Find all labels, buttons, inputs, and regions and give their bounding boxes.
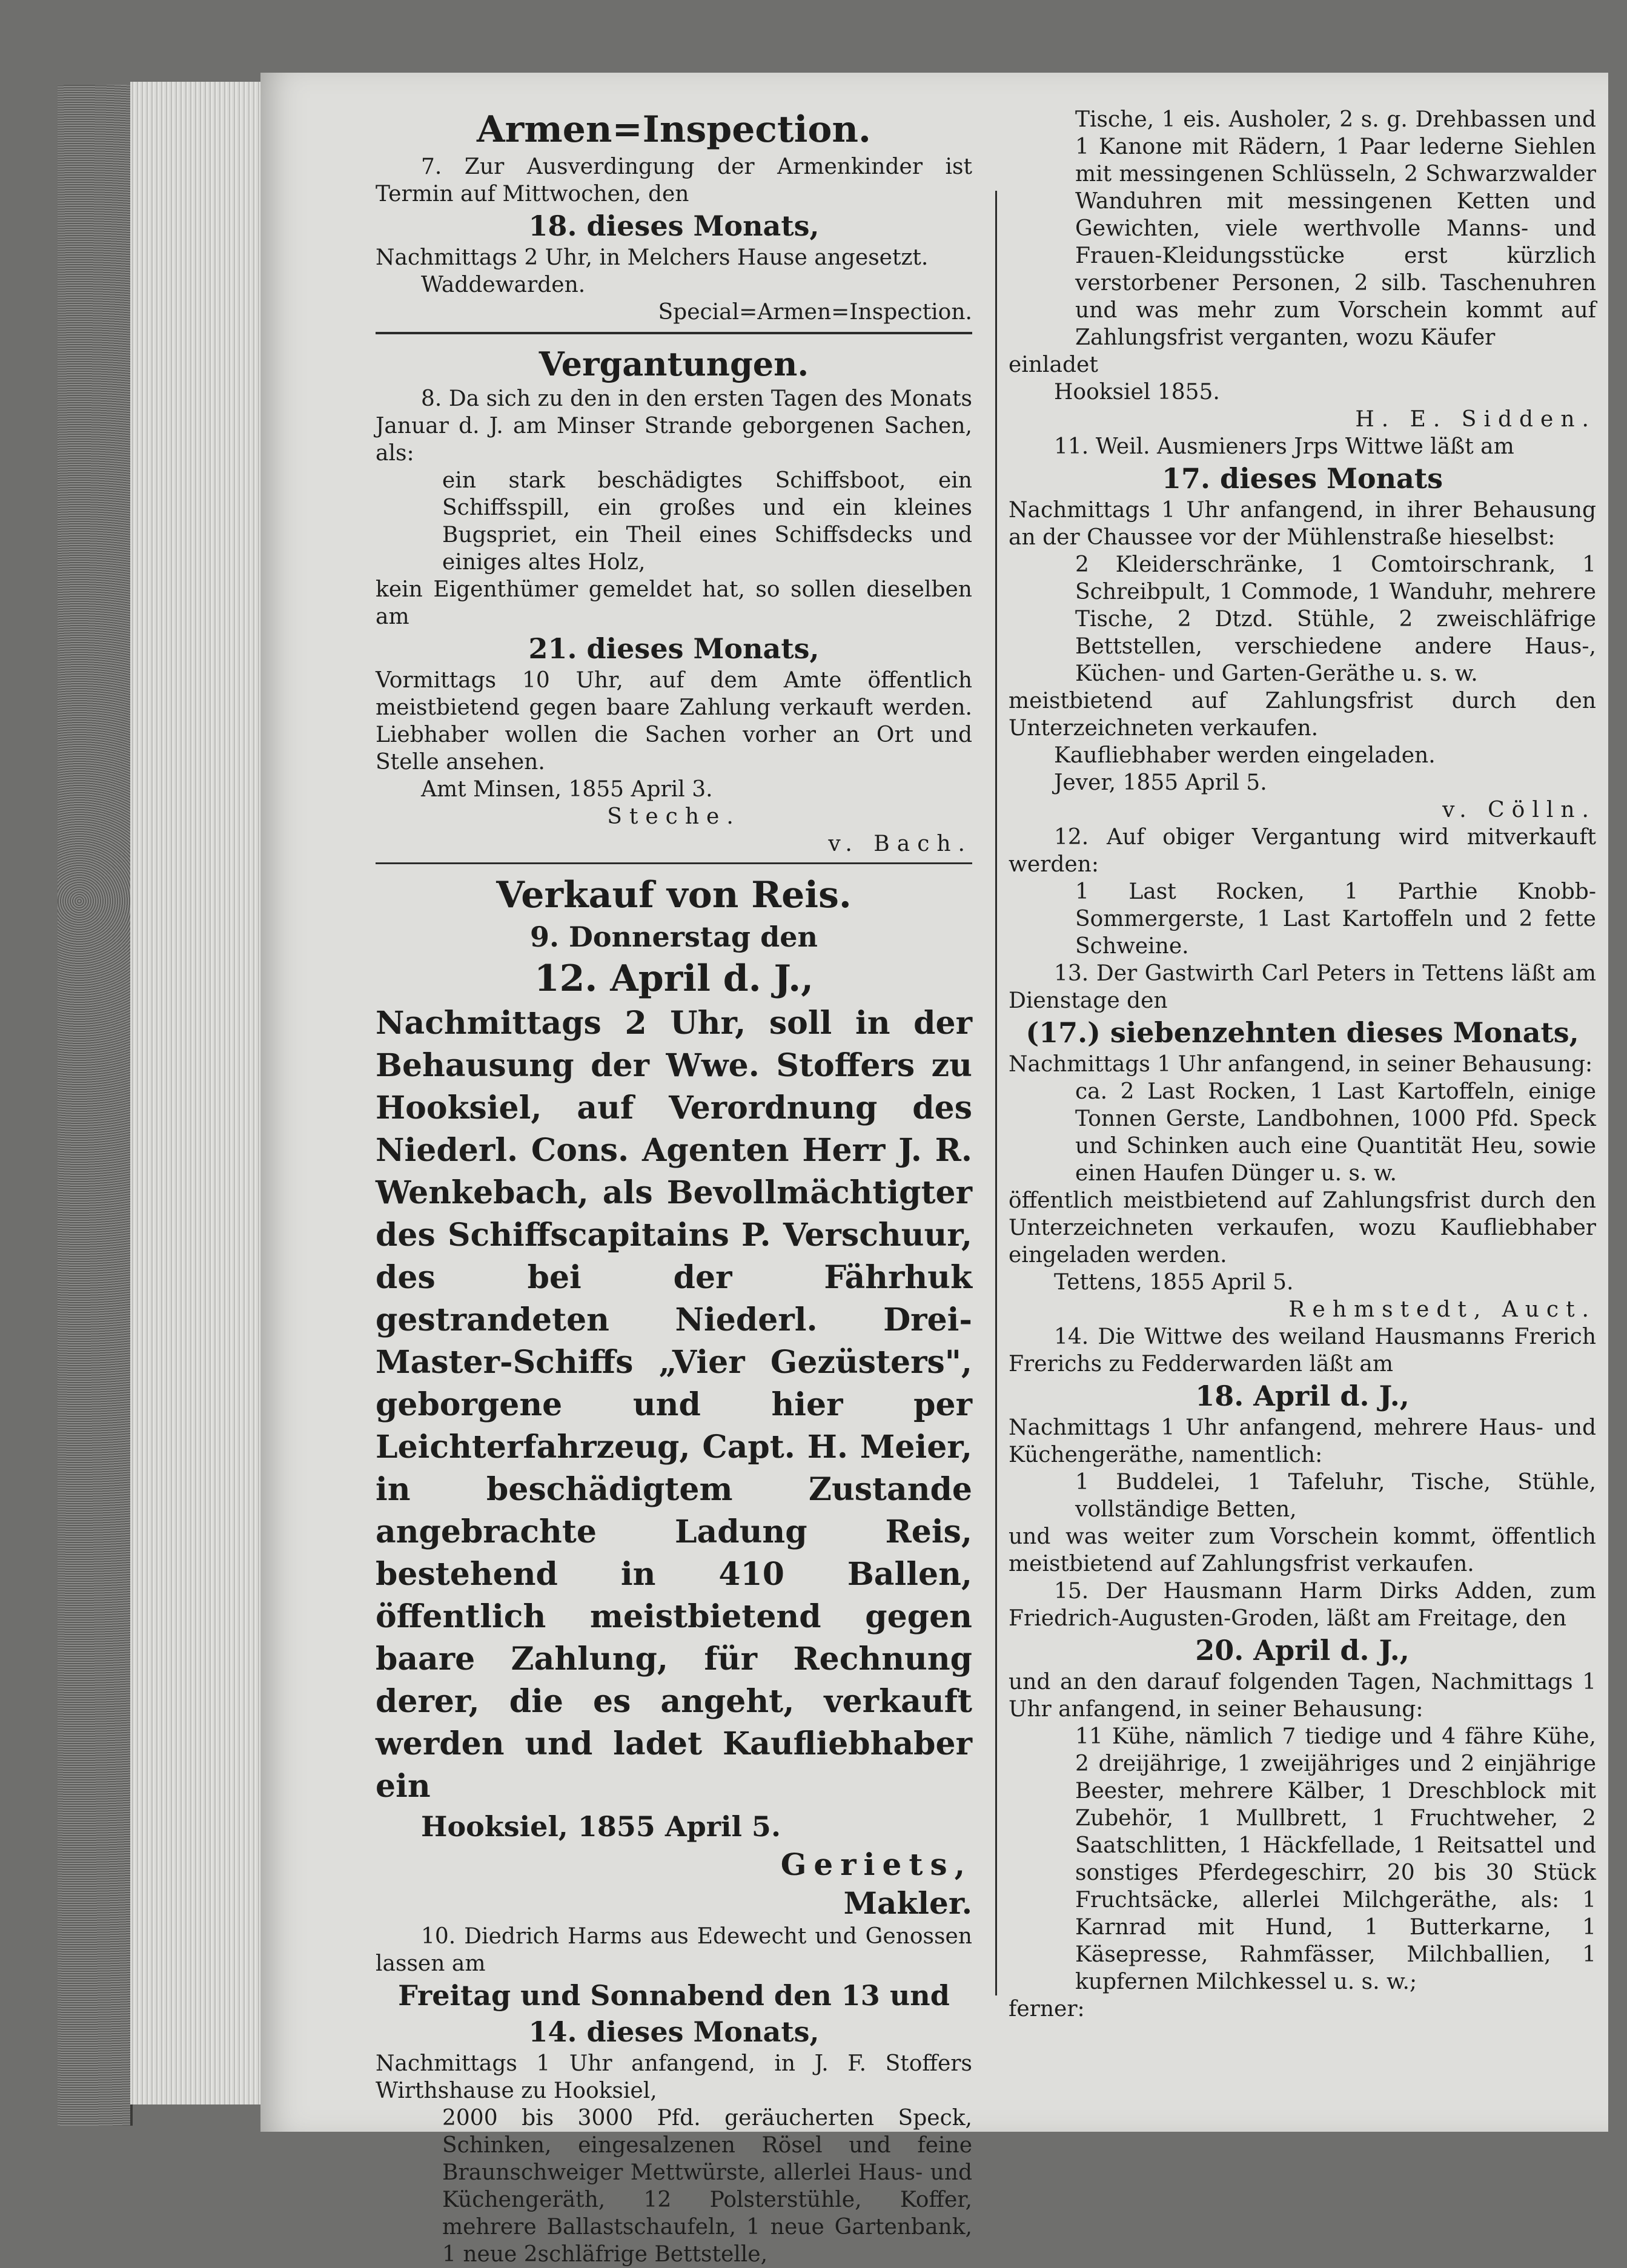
signature: H. E. Sidden. [1355, 407, 1596, 432]
section-title-vergantungen: Vergantungen. [538, 345, 809, 383]
section-title-verkauf: Verkauf von Reis. [496, 874, 852, 916]
left-column [376, 106, 972, 2268]
signature: Steche. [607, 804, 741, 829]
date-heading: 12. April d. J., [534, 957, 814, 1000]
signature: Rehmstedt, Auct. [1288, 1297, 1596, 1322]
item-list: Tische, 1 eis. Ausholer, 2 s. g. Drehbassen und 1 Kanone mit Rädern, 1 Paar lederne Siehlen mit messingenen Schlüsseln, 2 Schwarzwalder Wanduhren mit messingenen Ketten und Gewichten, viele werthvolle Manns- und Frauen-Kleidungsstücke erst kürzlich verstorbener Personen, 2 silb. Taschenuhren und was mehr zum Vorschein kommt auf Zahlungsfrist verganten, wozu Käufer [1075, 107, 1596, 350]
section-title-armen: Armen=Inspection. [477, 108, 871, 151]
item-list: ein stark beschädigtes Schiffsboot, ein Schiffsspill, ein großes und ein kleines Bugspriet, ein Theil eines Schiffsdecks und einiges altes Holz, [442, 468, 972, 575]
section-rule [376, 862, 972, 864]
signature: Geriets, [780, 1846, 972, 1882]
paragraph: 15. Der Hausmann Harm Dirks Adden, zum Friedrich-Augusten-Groden, läßt am Freitage, den [1009, 1579, 1596, 1631]
date-heading: Freitag und Sonnabend den 13 und [398, 1979, 950, 2012]
item-list: 1 Buddelei, 1 Tafeluhr, Tische, Stühle, vollständige Betten, [1075, 1470, 1596, 1522]
item-list: 2000 bis 3000 Pfd. geräucherten Speck, Schinken, eingesalzenen Rösel und feine Braunschweiger Mettwürste, allerlei Haus- und Küchengeräth, 12 Polsterstühle, Koffer, mehrere Ballastschaufeln, 1 neue Gartenbank, 1 neue 2schläfrige Bettstelle, [442, 2106, 972, 2267]
paragraph: Nachmittags 2 Uhr, in Melchers Hause angesetzt. [376, 245, 929, 270]
paragraph: 13. Der Gastwirth Carl Peters in Tettens läßt am Dienstage den [1009, 961, 1596, 1013]
signature: Special=Armen=Inspection. [658, 300, 972, 325]
paragraph: Vormittags 10 Uhr, auf dem Amte öffentlich meistbietend gegen baare Zahlung verkauft werden. Liebhaber wollen die Sachen vorher an Ort und Stelle ansehen. [376, 668, 972, 775]
place-line: Amt Minsen, 1855 April 3. [421, 777, 713, 802]
paragraph: 7. Zur Ausverdingung der Armenkinder ist Termin auf Mittwochen, den [376, 154, 972, 207]
item-list: 11 Kühe, nämlich 7 tiedige und 4 fähre Kühe, 2 dreijährige, 1 zweijähriges und 2 einjährige Beester, mehrere Kälber, 1 Dreschblock mit Zubehör, 1 Mullbrett, 1 Fruchtweher, 2 Saatschlitten, 1 Häckfellade, 1 Reitsattel und sonstiges Pferdegeschirr, 20 bis 30 Stück Fruchtsäcke, allerlei Milchgeräthe, als: 1 Karnrad mit Hund, 1 Butterkarne, 1 Käsepresse, Rahmfässer, Milchballien, 1 kupfernen Milchkessel u. s. w.; [1075, 1724, 1596, 1994]
page-edges [130, 82, 270, 2104]
announcement-body: Nachmittags 2 Uhr, soll in der Behausung der Wwe. Stoffers zu Hooksiel, auf Verordnung des Niederl. Cons. Agenten Herr J. R. Wenkebach, als Bevollmächtigter des Schiffscapitains P. Verschuur, des bei der Fährhuk gestrandeten Niederl. Drei-Master-Schiffs „Vier Gezüsters", geborgene und hier per Leichterfahrzeug, Capt. H. Meier, in beschädigtem Zustande angebrachte Ladung Reis, bestehend in 410 Ballen, öffentlich meistbietend gegen baare Zahlung, für Rechnung derer, die es angeht, verkauft werden und ladet Kaufliebhaber ein [376, 1005, 972, 1805]
paragraph: 12. Auf obiger Vergantung wird mitverkauft werden: [1009, 825, 1596, 877]
paragraph: 10. Diedrich Harms aus Edewecht und Genossen lassen am [376, 1924, 972, 1976]
item-list: ca. 2 Last Rocken, 1 Last Kartoffeln, einige Tonnen Gerste, Landbohnen, 1000 Pfd. Speck und Schinken auch eine Quantität Heu, sowie einen Haufen Dünger u. s. w. [1075, 1079, 1596, 1186]
date-heading: (17.) siebenzehnten dieses Monats, [1026, 1016, 1579, 1049]
date-heading: 20. April d. J., [1195, 1634, 1410, 1667]
paragraph: Nachmittags 1 Uhr anfangend, in ihrer Behausung an der Chaussee vor der Mühlenstraße hieselbst: [1009, 498, 1596, 550]
place-line: Jever, 1855 April 5. [1054, 770, 1267, 795]
paragraph: einladet [1009, 352, 1098, 377]
signature: v. Cölln. [1442, 798, 1596, 822]
signature: v. Bach. [828, 831, 972, 856]
section-rule [376, 332, 972, 334]
item-list: 1 Last Rocken, 1 Parthie Knobb-Sommergerste, 1 Last Kartoffeln und 2 fette Schweine. [1075, 879, 1596, 959]
paragraph: 14. Die Wittwe des weiland Hausmanns Frerich Frerichs zu Fedderwarden läßt am [1009, 1324, 1596, 1377]
paragraph: und was weiter zum Vorschein kommt, öffentlich meistbietend auf Zahlungsfrist verkaufen. [1009, 1524, 1596, 1576]
book-binding [58, 85, 133, 2126]
paragraph: Nachmittags 1 Uhr anfangend, mehrere Haus- und Küchengeräthe, namentlich: [1009, 1415, 1596, 1467]
paragraph: Kaufliebhaber werden eingeladen. [1054, 743, 1436, 768]
item-list: 2 Kleiderschränke, 1 Comtoirschrank, 1 Schreibpult, 1 Commode, 1 Wanduhr, mehrere Tische, 2 Dtzd. Stühle, 2 zweischläfrige Bettstellen, verschiedene andere Haus-, Küchen- und Garten-Geräthe u. s. w. [1075, 552, 1596, 686]
subheading: 9. Donnerstag den [529, 921, 818, 953]
date-heading: 14. dieses Monats, [528, 2015, 820, 2048]
date-heading: 18. dieses Monats, [528, 210, 820, 242]
paragraph: kein Eigenthümer gemeldet hat, so sollen dieselben am [376, 577, 972, 629]
paragraph: öffentlich meistbietend auf Zahlungsfrist durch den Unterzeichneten verkaufen, wozu Kaufliebhaber eingeladen werden. [1009, 1188, 1596, 1268]
date-heading: 18. April d. J., [1195, 1380, 1410, 1412]
date-heading: 21. dieses Monats, [528, 632, 820, 665]
signature: Makler. [843, 1885, 972, 1921]
right-column [1009, 106, 1596, 2023]
date-heading: 17. dieses Monats [1161, 462, 1443, 495]
paragraph: meistbietend auf Zahlungsfrist durch den Unterzeichneten verkaufen. [1009, 689, 1596, 741]
place-line: Tettens, 1855 April 5. [1054, 1270, 1294, 1295]
place-line: Hooksiel, 1855 April 5. [421, 1810, 781, 1843]
paragraph: ferner: [1009, 1997, 1085, 2022]
paragraph: 11. Weil. Ausmieners Jrps Wittwe läßt am [1054, 434, 1514, 459]
paragraph: und an den darauf folgenden Tagen, Nachmittags 1 Uhr anfangend, in seiner Behausung: [1009, 1670, 1596, 1722]
column-divider [995, 191, 997, 1995]
place-line: Waddewarden. [421, 273, 586, 297]
place-line: Hooksiel 1855. [1054, 380, 1220, 405]
paragraph: Nachmittags 1 Uhr anfangend, in J. F. Stoffers Wirthshause zu Hooksiel, [376, 2051, 972, 2103]
paragraph: Nachmittags 1 Uhr anfangend, in seiner Behausung: [1009, 1052, 1593, 1077]
paragraph: 8. Da sich zu den in den ersten Tagen des Monats Januar d. J. am Minser Strande geborgenen Sachen, als: [376, 386, 972, 466]
